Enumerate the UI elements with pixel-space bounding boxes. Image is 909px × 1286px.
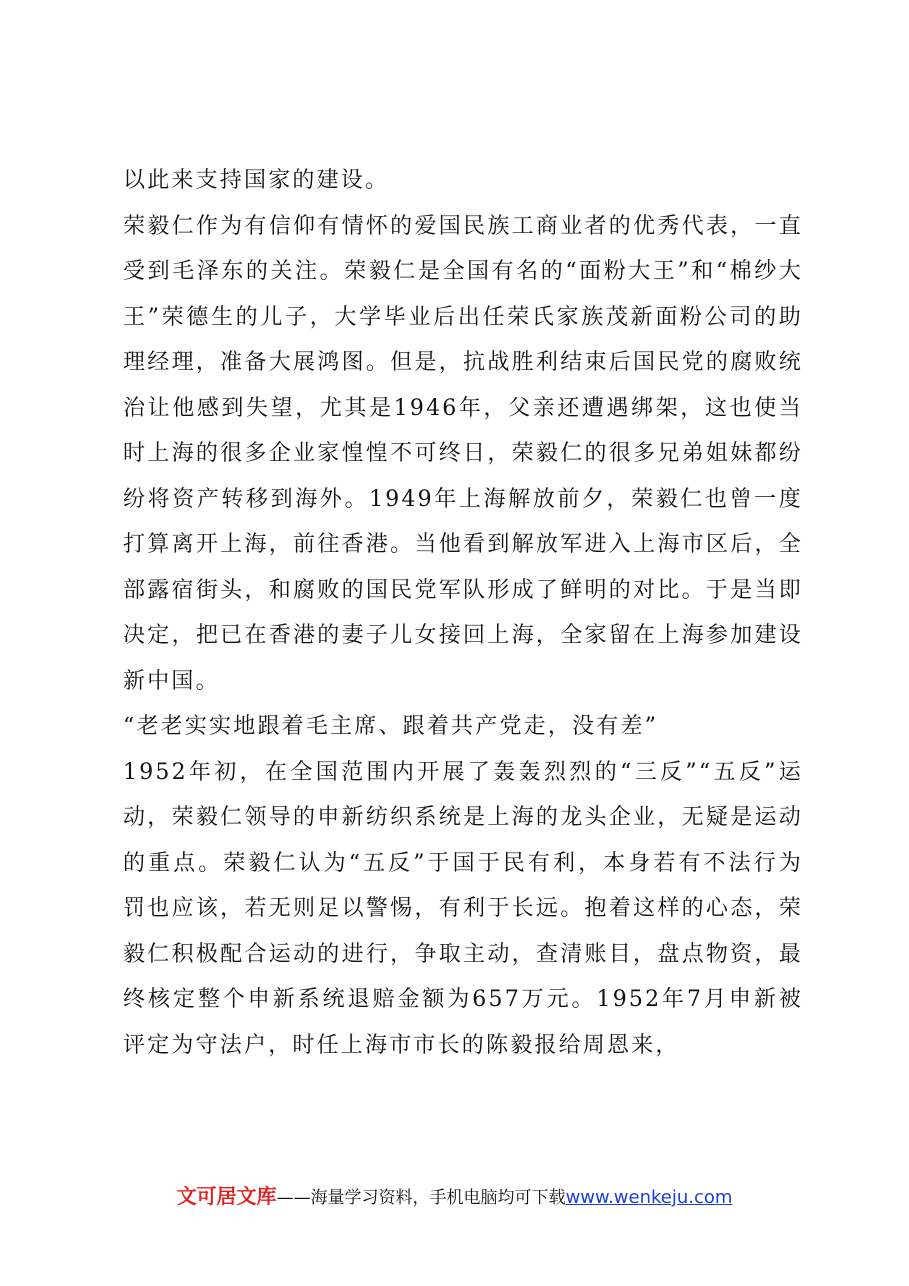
section-heading-quote: “老老实实地跟着毛主席、跟着共产党走，没有差” xyxy=(123,714,659,739)
document-body xyxy=(123,158,803,1068)
footer-banner xyxy=(0,1180,909,1209)
paragraph-continuation: 以此来支持国家的建设。 xyxy=(123,168,390,193)
footer-website-link[interactable]: www.wenkeju.com xyxy=(565,1187,733,1208)
footer-brand: 文可居文库 xyxy=(176,1184,277,1208)
footer-tagline: ——海量学习资料，手机电脑均可下载 xyxy=(276,1188,566,1208)
paragraph-rong-yiren-background: 荣毅仁作为有信仰有情怀的爱国民族工商业者的优秀代表，一直受到毛泽东的关注。荣毅仁是全国有名的“面粉大王”和“棉纱大王”荣德生的儿子，大学毕业后出任荣氏家族茂新面粉公司的助理经理，准备大展鸿图。但是，抗战胜利结束后国民党的腐败统治让他感到失望，尤其是1946年，父亲还遭遇绑架，这也使当时上海的很多企业家惶惶不可终日，荣毅仁的很多兄弟姐妹都纷纷将资产转移到海外。1949年上海解放前夕，荣毅仁也曾一度打算离开上海，前往香港。当他看到解放军进入上海市区后，全部露宿街头，和腐败的国民党军队形成了鲜明的对比。于是当即决定，把已在香港的妻子儿女接回上海，全家留在上海参加建设新中国。 xyxy=(123,213,803,694)
paragraph-five-anti-campaign: 1952年初，在全国范围内开展了轰轰烈烈的“三反”“五反”运动，荣毅仁领导的申新纺织系统是上海的龙头企业，无疑是运动的重点。荣毅仁认为“五反”于国于民有利，本身若有不法行为罚也应该，若无则足以警惕，有利于长远。抱着这样的心态，荣毅仁积极配合运动的进行，争取主动，查清账目，盘点物资，最终核定整个申新系统退赔金额为657万元。1952年7月申新被评定为守法户，时任上海市市长的陈毅报给周恩来， xyxy=(123,759,803,1058)
